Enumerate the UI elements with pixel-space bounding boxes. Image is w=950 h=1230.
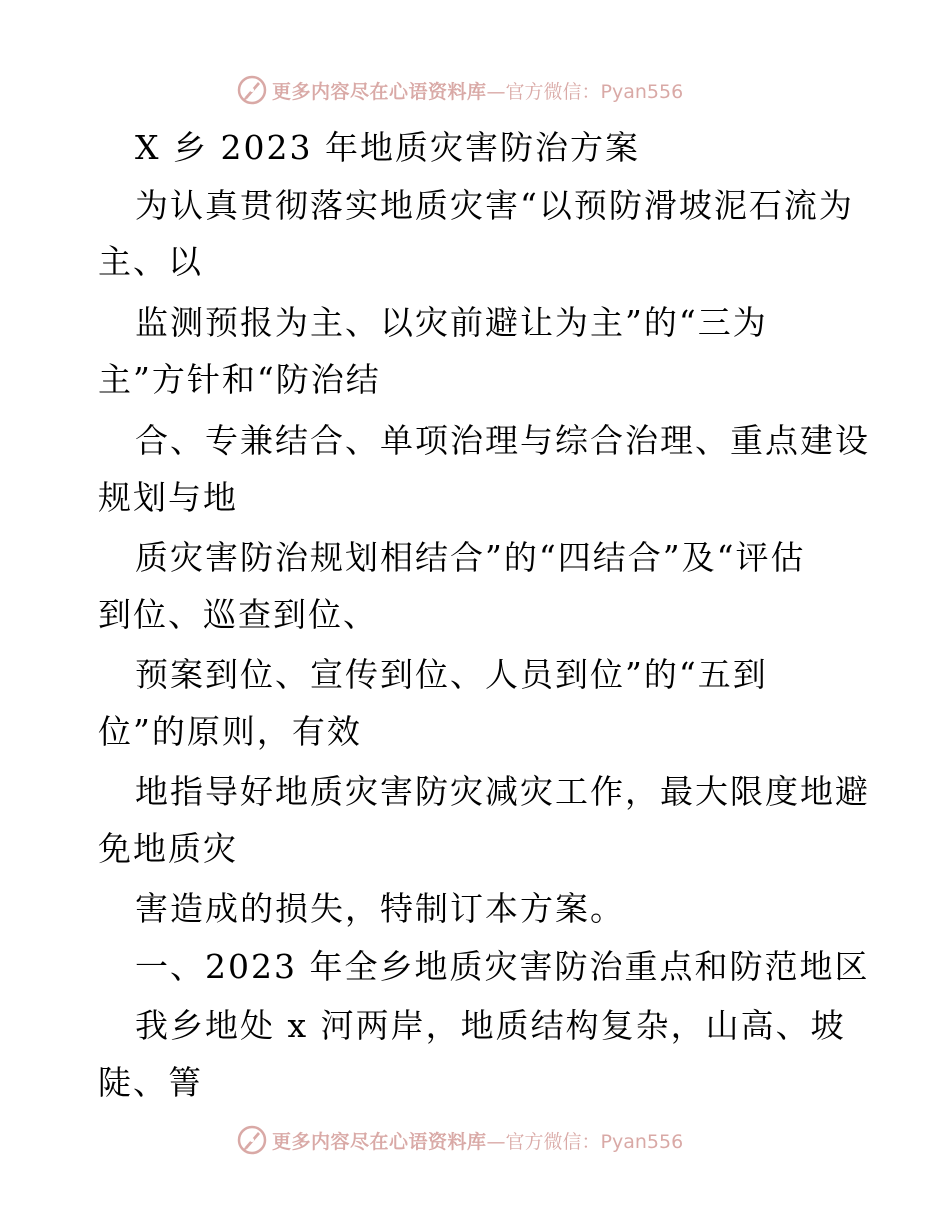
paragraph-line: 陡、箐 [98, 1063, 203, 1102]
document-title: X 乡 2023 年地质灾害防治方案 [135, 128, 640, 167]
quill-pen-logo-icon [236, 1124, 268, 1156]
paragraph-line: 害造成的损失，特制订本方案。 [135, 889, 625, 928]
watermark-sub-text: —官方微信：Pyan556 [486, 80, 684, 103]
watermark-main-text: 更多内容尽在心语资料库 [272, 80, 487, 103]
watermark-main-text: 更多内容尽在心语资料库 [272, 1130, 487, 1153]
paragraph-line: 合、专兼结合、单项治理与综合治理、重点建设 [135, 421, 870, 460]
section-heading: 一、2023 年全乡地质灾害防治重点和防范地区 [135, 947, 870, 986]
paragraph-line: 地指导好地质灾害防灾减灾工作，最大限度地避 [135, 772, 870, 811]
paragraph-line: 主、以 [98, 242, 203, 281]
footer-watermark [236, 1123, 683, 1157]
paragraph-line: 为认真贯彻落实地质灾害“以预防滑坡泥石流为 [135, 186, 854, 225]
paragraph-line: 我乡地处 x 河两岸，地质结构复杂，山高、坡 [135, 1006, 846, 1045]
paragraph-line: 预案到位、宣传到位、人员到位”的“五到 [135, 655, 768, 694]
paragraph-line: 规划与地 [98, 478, 238, 517]
paragraph-line: 到位、巡查到位、 [98, 595, 378, 634]
paragraph-line: 免地质灾 [98, 829, 238, 868]
paragraph-line: 质灾害防治规划相结合”的“四结合”及“评估 [135, 538, 806, 577]
watermark-sub-text: —官方微信：Pyan556 [486, 1130, 684, 1153]
paragraph-line: 监测预报为主、以灾前避让为主”的“三为 [135, 303, 768, 342]
paragraph-line: 位”的原则，有效 [98, 712, 362, 751]
paragraph-line: 主”方针和“防治结 [98, 360, 381, 399]
